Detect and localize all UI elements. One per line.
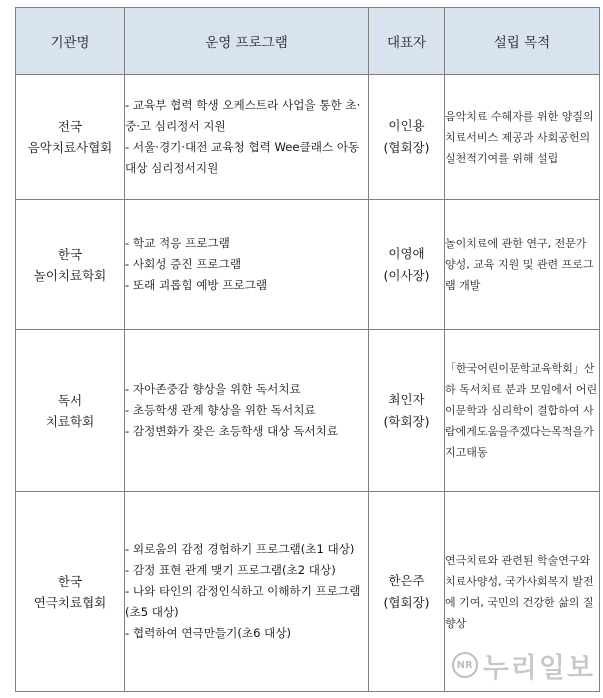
program-item: - 교육부 협력 학생 오케스트라 사업을 통한 초·중·고 심리정서 지원	[125, 98, 361, 133]
programs-cell	[125, 75, 369, 200]
institution-line: 한국	[57, 573, 83, 589]
nr-logo-icon: NR	[452, 652, 478, 678]
programs-cell	[125, 330, 369, 492]
institution-line: 독서	[57, 392, 83, 408]
program-item: - 사회성 증진 프로그램	[125, 257, 242, 271]
representative-title: (학회장)	[383, 413, 430, 429]
purpose-text: 음악치료 수혜자를 위한 양질의 치료서비스 제공과 사회공헌의실천적기여를 위해 설립	[445, 109, 594, 165]
program-item: - 학교 적응 프로그램	[125, 236, 230, 250]
header-programs: 운영 프로그램	[125, 8, 369, 75]
header-purpose: 설립 목적	[445, 8, 600, 75]
representative-title: (협회장)	[383, 594, 430, 610]
header-row	[16, 8, 600, 75]
purpose-cell	[445, 200, 600, 330]
table-row	[16, 330, 600, 492]
program-item: - 협력하여 연극만들기(초6 대상)	[125, 626, 292, 640]
programs-cell	[125, 492, 369, 692]
program-item: - 초등학생 관계 향상을 위한 독서치료	[125, 403, 316, 417]
header-institution: 기관명	[16, 8, 125, 75]
watermark	[452, 647, 595, 683]
programs-cell	[125, 200, 369, 330]
program-item: - 서울·경기·대전 교육청 협력 Wee클래스 아동대상 심리정서지원	[125, 140, 360, 175]
institution-line: 한국	[57, 246, 83, 262]
program-item: - 나와 타인의 감정인식하고 이해하기 프로그램(초5 대상)	[125, 584, 361, 619]
program-item: - 감정변화가 잦은 초등학생 대상 독서치료	[125, 424, 339, 438]
watermark-brand: 누리일보	[482, 652, 595, 684]
institution-line: 치료학회	[45, 413, 95, 429]
representative-cell	[369, 492, 445, 692]
representative-cell	[369, 330, 445, 492]
representative-title: (협회장)	[383, 140, 430, 155]
purpose-text: 「한국어린이문학교육학회」산하 독서치료 분과 모임에서 어린이문학과 심리학이 결합하여 사람에게도움을주겠다는목적을가지고태동	[445, 362, 598, 459]
representative-cell	[369, 200, 445, 330]
representative-cell	[369, 75, 445, 200]
representative-name: 한은주	[388, 572, 425, 588]
purpose-cell	[445, 330, 600, 492]
institution-cell	[16, 75, 125, 200]
program-item: - 외로움의 감정 경험하기 프로그램(초1 대상)	[125, 542, 355, 556]
institution-line: 전국	[57, 119, 83, 134]
representative-name: 최인자	[388, 391, 425, 407]
institution-line: 연극치료협회	[33, 594, 107, 610]
purpose-text: 놀이치료에 관한 연구, 전문가 양성, 교육 지원 및 관련 프로그램 개발	[445, 237, 594, 292]
program-item: - 자아존중감 향상을 위한 독서치료	[125, 382, 301, 396]
institution-cell	[16, 330, 125, 492]
table-row	[16, 200, 600, 330]
representative-name: 이영애	[388, 245, 425, 261]
program-table	[15, 7, 600, 692]
representative-title: (이사장)	[383, 267, 430, 283]
header-representative: 대표자	[369, 8, 445, 75]
institution-cell	[16, 492, 125, 692]
institution-cell	[16, 200, 125, 330]
program-item: - 또래 괴롭힘 예방 프로그램	[125, 278, 268, 292]
program-item: - 감정 표현 관계 맺기 프로그램(초2 대상)	[125, 563, 336, 577]
institution-line: 음악치료사협회	[27, 140, 113, 155]
table-row	[16, 75, 600, 200]
purpose-cell	[445, 75, 600, 200]
institution-line: 놀이치료학회	[33, 267, 107, 283]
representative-name: 이인용	[388, 118, 425, 133]
purpose-text: 연극치료와 관련된 학술연구와치료사양성, 국가사회복지 발전에 기여, 국민의 건강한 삶의 질 향상	[445, 553, 594, 630]
